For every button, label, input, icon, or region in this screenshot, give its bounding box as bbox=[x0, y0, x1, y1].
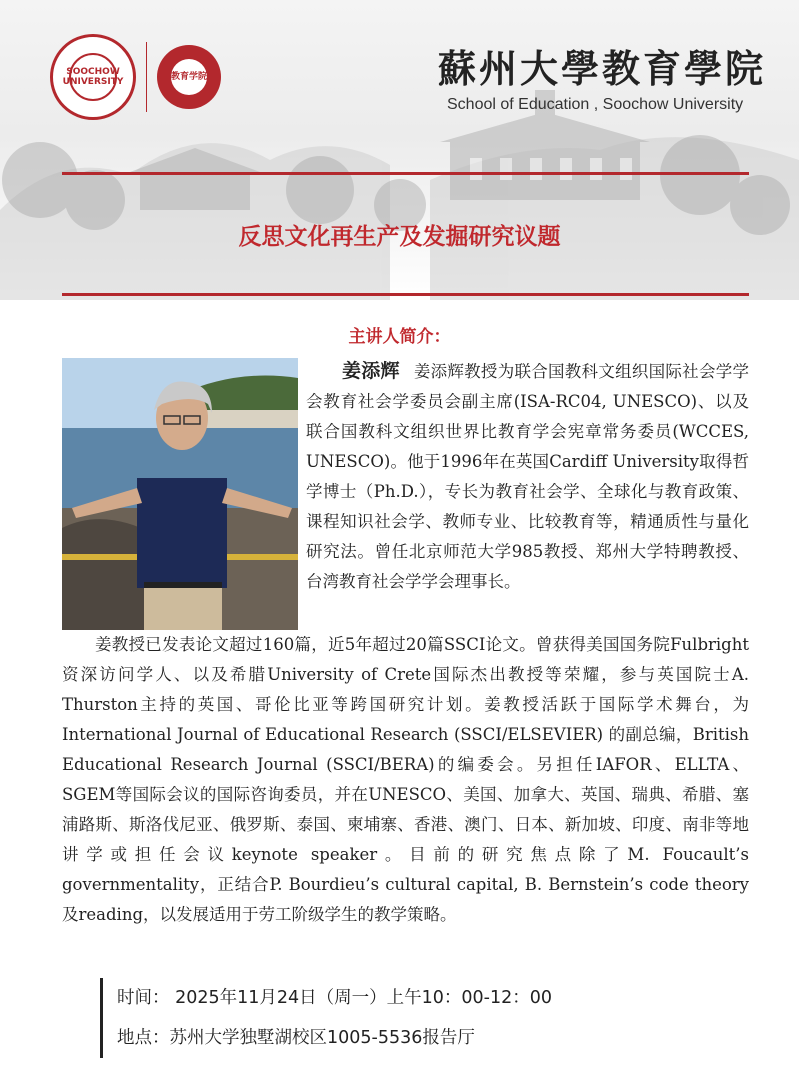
speaker-bio bbox=[62, 356, 749, 930]
speaker-section-heading: 主讲人简介： bbox=[348, 327, 451, 347]
event-location: 地点：苏州大学独墅湖校区1005-5536报告厅 bbox=[117, 1028, 475, 1048]
event-info bbox=[100, 978, 552, 1058]
school-emblem-logo bbox=[157, 45, 221, 109]
bio-paragraph-1-text: 姜添辉教授为联合国教科文组织国际社会学学会教育社会学委员会副主席(ISA-RC04, UNESCO)、以及联合国教科文组织世界比教育学会宪章常务委员(WCCES, UNESCO)。他于1996年在英国Cardiff University取得哲学博士（Ph.D.），专长为教育社会学、全球化与教育政策、课程知识社会学、教师专业、比较教育等，精通质性与量化研究法。曾任北京师范大学985教授、郑州大学特聘教授、台湾教育社会学学会理事长。 bbox=[306, 362, 749, 591]
school-name-chinese: 蘇州大學教育學院 bbox=[438, 46, 767, 91]
bio-paragraph-2: 姜教授已发表论文超过160篇，近5年超过20篇SSCI论文。曾获得美国国务院Fulbright资深访问学人、以及希腊University of Crete国际杰出教授等荣耀，参与英国院士A. Thurston主持的英国、哥伦比亚等跨国研究计划。姜教授活跃于国际学术舞台，为International Journal of Educational Research (SSCI/ELSEVIER) 的副总编，British Educational Research Journal (SSCI/BERA)的编委会。另担任IAFOR、ELLTA、SGEM等国际会议的国际咨询委员，并在UNESCO、美国、加拿大、英国、瑞典、希腊、塞浦路斯、斯洛伐尼亚、俄罗斯、泰国、柬埔寨、香港、澳门、日本、新加坡、印度、南非等地讲学或担任会议keynote speaker。目前的研究焦点除了M. Foucault’s governmentality，正结合P. Bourdieu’s cultural capital, B. Bernstein’s code theory及reading，以发展适用于劳工阶级学生的教学策略。 bbox=[62, 635, 749, 924]
event-time: 时间： 2025年11月24日（周一）上午10：00-12：00 bbox=[117, 988, 553, 1008]
school-emblem-text: 教育学院 bbox=[171, 59, 207, 95]
logo-divider bbox=[146, 42, 147, 112]
speaker-name: 姜添辉 bbox=[342, 360, 400, 382]
top-divider-line bbox=[62, 172, 749, 175]
lecture-title: 反思文化再生产及发掘研究议题 bbox=[238, 224, 561, 250]
title-divider-line bbox=[62, 293, 749, 296]
university-emblem-text: SOOCHOW UNIVERSITY bbox=[69, 53, 117, 101]
bio-paragraph-1 bbox=[62, 356, 749, 597]
photo-placeholder-float bbox=[62, 356, 306, 630]
university-emblem-logo bbox=[50, 34, 136, 120]
logo-group bbox=[50, 34, 221, 120]
school-name-english: School of Education , Soochow University bbox=[447, 96, 744, 113]
